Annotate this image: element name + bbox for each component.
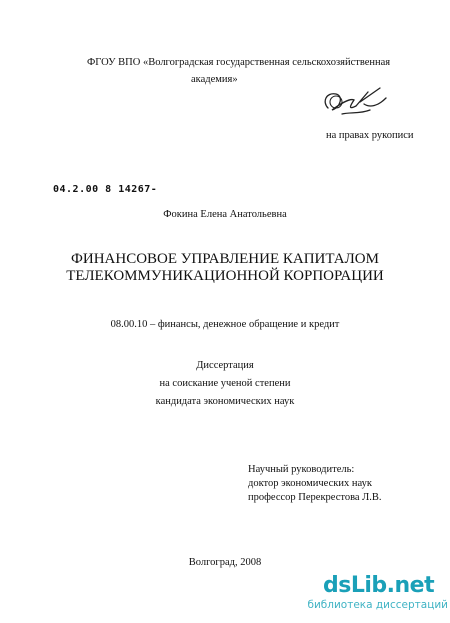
- thesis-title-line-1: ФИНАНСОВОЕ УПРАВЛЕНИЕ КАПИТАЛОМ: [71, 251, 379, 267]
- supervisor-degree: доктор экономических наук: [248, 478, 372, 489]
- thesis-title-line-2: ТЕЛЕКОММУНИКАЦИОННОЙ КОРПОРАЦИИ: [66, 268, 384, 284]
- archive-code: 04.2.00 8 14267-: [53, 184, 158, 195]
- signature-icon: [320, 84, 390, 120]
- specialty-code: 08.00.10 – финансы, денежное обращение и кредит: [110, 319, 340, 330]
- degree-line: на соискание ученой степени: [159, 378, 291, 389]
- organization-line-2: академия»: [191, 74, 238, 85]
- supervisor-label: Научный руководитель:: [248, 464, 355, 475]
- author-name: Фокина Елена Анатольевна: [163, 209, 287, 220]
- degree-field-line: кандидата экономических наук: [155, 396, 295, 407]
- organization-line-1: ФГОУ ВПО «Волгоградская государственная сельскохозяйственная: [87, 57, 391, 68]
- watermark-logo: dsLib.net: [323, 573, 435, 598]
- city-year: Волгоград, 2008: [188, 557, 262, 568]
- watermark: [307, 573, 448, 619]
- watermark-subtitle: библиотека диссертаций: [307, 599, 448, 611]
- dissertation-label: Диссертация: [196, 360, 254, 371]
- supervisor-name: профессор Перекрестова Л.В.: [248, 492, 382, 503]
- rights-note: на правах рукописи: [326, 130, 414, 141]
